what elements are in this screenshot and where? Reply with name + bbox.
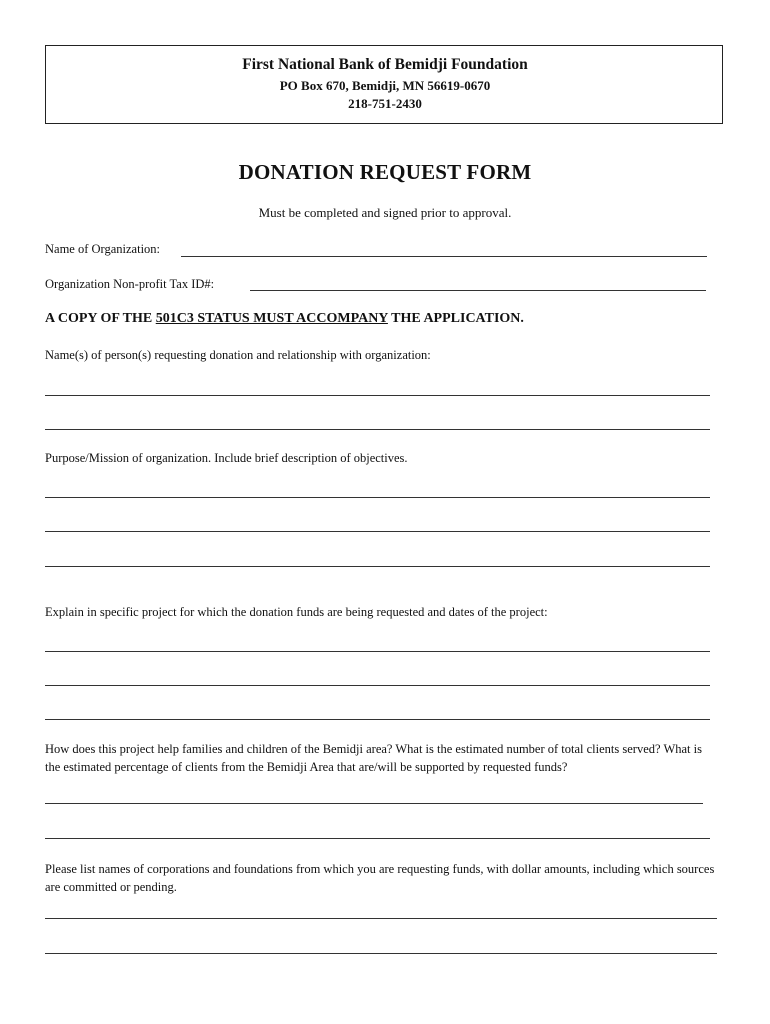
tax-id-label: Organization Non-profit Tax ID#: (45, 277, 215, 291)
funding-line-1[interactable] (45, 918, 717, 919)
funding-sources-question: Please list names of corporations and foundations from which you are requesting funds, with dollar amounts, including which sources are committed or pending. (45, 862, 715, 894)
tax-id-field[interactable] (250, 290, 706, 291)
project-label: Explain in specific project for which the donation funds are being requested and dates of the project: (45, 605, 548, 619)
project-line-2[interactable] (45, 685, 710, 686)
org-name-field[interactable] (181, 256, 707, 257)
project-line-3[interactable] (45, 719, 710, 720)
purpose-label: Purpose/Mission of organization. Include brief description of objectives. (45, 451, 408, 465)
impact-line-1[interactable] (45, 803, 703, 804)
persons-line-1[interactable] (45, 395, 710, 396)
purpose-line-1[interactable] (45, 497, 710, 498)
form-title: DONATION REQUEST FORM (238, 160, 532, 184)
foundation-phone: 218-751-2430 (348, 96, 422, 111)
purpose-line-3[interactable] (45, 566, 710, 567)
org-name-label: Name of Organization: (45, 242, 161, 256)
purpose-line-2[interactable] (45, 531, 710, 532)
impact-line-2[interactable] (45, 838, 710, 839)
foundation-address: PO Box 670, Bemidji, MN 56619-0670 (279, 78, 491, 93)
persons-line-2[interactable] (45, 429, 710, 430)
persons-label: Name(s) of person(s) requesting donation and relationship with organization: (45, 348, 431, 362)
501c3-notice: A COPY OF THE 501C3 STATUS MUST ACCOMPANY THE APPLICATION. (45, 311, 524, 326)
form-subtitle: Must be completed and signed prior to approval. (258, 205, 512, 220)
project-line-1[interactable] (45, 651, 710, 652)
funding-line-2[interactable] (45, 953, 717, 954)
foundation-name: First National Bank of Bemidji Foundation (242, 56, 528, 73)
impact-question: How does this project help families and children of the Bemidji area? What is the estimated number of total clients served? What is the estimated percentage of clients from the Bemidji Area that are/will be supported by requested funds? (45, 742, 702, 774)
